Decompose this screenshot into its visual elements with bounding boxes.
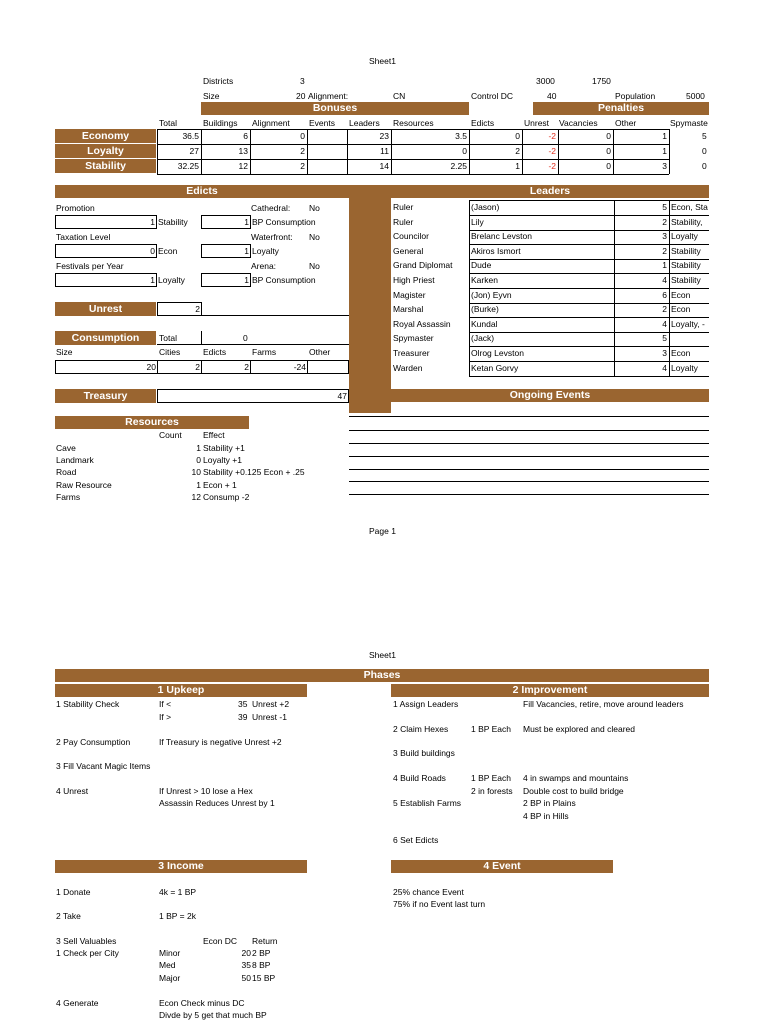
size-value: 20 [296, 91, 306, 101]
leader-role: Marshal [393, 304, 424, 315]
leader-name: (Jack) [471, 333, 495, 344]
event-line2: 75% if no Event last turn [393, 899, 486, 909]
upkeep-if-gt: If > [159, 712, 172, 722]
leader-role: Spymaster [393, 333, 434, 344]
leader-name: Karken [471, 275, 498, 285]
population-label: Population [615, 91, 656, 101]
improve-claim-cost: 1 BP Each [471, 724, 512, 734]
col-header-unrest: Unrest [524, 118, 550, 128]
economy-other: 1 [662, 131, 667, 141]
size-label: Size [203, 91, 220, 101]
resource-name: Landmark [56, 455, 94, 466]
loyalty-total: 27 [189, 146, 199, 156]
leader-name: Lily [471, 216, 484, 227]
col-header-total: Total [159, 118, 177, 128]
income-dc: 50 [241, 972, 251, 983]
loyalty-label: Loyalty [55, 144, 156, 158]
consumption-edicts: 2 [201, 360, 251, 374]
improve-edicts: 6 Set Edicts [393, 835, 439, 845]
resources-header: Resources [55, 416, 249, 429]
consumption-total-value: 0 [243, 333, 248, 343]
ongoing-events-header: Ongoing Events [391, 389, 709, 402]
taxation-value: 0 [55, 244, 157, 258]
unrest-label: Unrest [55, 302, 156, 316]
taxation-effect: Econ [158, 246, 178, 256]
economy-edicts: 0 [515, 131, 520, 141]
promotion-label: Promotion [56, 203, 95, 213]
improve-roads-cost2: 2 in forests [471, 786, 513, 796]
phases-header: Phases [55, 669, 709, 682]
leader-value: 4 [662, 318, 667, 329]
consumption-header-size: Size [56, 347, 73, 357]
economy-spymaster: 5 [702, 131, 707, 141]
waterfront-effect: Loyalty [252, 246, 279, 256]
treasury-label: Treasury [55, 389, 156, 403]
upkeep-pay-desc: If Treasury is negative Unrest +2 [159, 737, 282, 747]
income-return-value: 2 BP [252, 948, 271, 958]
col-header-spymaster: Spymaste [670, 118, 708, 128]
income-dc: 20 [241, 948, 251, 958]
consumption-header-cities: Cities [159, 347, 181, 357]
leader-role: Treasurer [393, 348, 430, 358]
penalties-header: Penalties [533, 102, 709, 115]
leader-name: (Jon) Eyvn [471, 289, 512, 300]
promotion-effect: Stability [158, 217, 188, 227]
arena-label: Arena: [251, 261, 277, 271]
income-donate-desc: 4k = 1 BP [159, 887, 197, 897]
col-header-resources: Resources [393, 118, 434, 128]
improve-build: 3 Build buildings [393, 748, 455, 758]
leader-name: (Burke) [471, 304, 499, 315]
economy-buildings: 6 [243, 131, 248, 141]
arena-box: 1 [201, 273, 251, 287]
population-value: 5000 [686, 91, 705, 101]
leaders-header: Leaders [391, 185, 709, 198]
improve-farms-desc1: 2 BP in Plains [523, 798, 576, 808]
upkeep-fill: 3 Fill Vacant Magic Items [56, 761, 151, 771]
upkeep-unrest: 4 Unrest [56, 786, 89, 796]
economy-leaders: 23 [379, 131, 389, 141]
upkeep-unrest-desc2: Assassin Reduces Unrest by 1 [159, 798, 275, 808]
upkeep-lt-val: 35 [238, 699, 248, 709]
resource-effect: Loyalty +1 [203, 455, 242, 466]
leader-name: Olrog Levston [471, 348, 524, 358]
control-dc-value: 40 [547, 91, 557, 101]
loyalty-vacancies: 0 [606, 146, 611, 156]
income-generate-desc1: Econ Check minus DC [159, 998, 245, 1008]
resource-name: Farms [56, 491, 81, 502]
loyalty-other: 1 [662, 146, 667, 156]
consumption-other [307, 360, 349, 374]
economy-vacancies: 0 [606, 131, 611, 141]
event-line1: 25% chance Event [393, 887, 464, 897]
economy-label: Economy [55, 129, 156, 143]
loyalty-spymaster: 0 [702, 146, 707, 156]
consumption-header-edicts: Edicts [203, 347, 227, 357]
income-donate: 1 Donate [56, 887, 91, 897]
income-take-desc: 1 BP = 2k [159, 911, 196, 921]
leader-value: 3 [662, 231, 667, 242]
resource-effect: Consump -2 [203, 491, 250, 502]
leader-name: Ketan Gorvy [471, 362, 519, 373]
loyalty-resources: 0 [462, 146, 467, 156]
improve-assign-desc: Fill Vacancies, retire, move around leaders [523, 699, 684, 709]
edicts-header: Edicts [55, 185, 349, 198]
improve-farms-desc2: 4 BP in Hills [523, 811, 569, 821]
leader-role: Magister [393, 289, 426, 300]
resource-effect: Stability +1 [203, 443, 245, 453]
consumption-farms: -24 [250, 360, 308, 374]
loyalty-unrest: -2 [548, 146, 556, 156]
leader-effect: Loyalty, - [671, 318, 705, 329]
upkeep-gt-val: 39 [238, 712, 248, 722]
upkeep-unrest-desc1: If Unrest > 10 lose a Hex [159, 786, 253, 796]
consumption-size: 20 [55, 360, 158, 374]
resource-count: 0 [196, 455, 201, 466]
leader-role: Warden [393, 362, 423, 373]
alignment-label: Alignment: [308, 91, 349, 101]
leader-value: 1 [662, 260, 667, 271]
improvement-header: 2 Improvement [391, 684, 709, 697]
loyalty-alignment: 2 [300, 146, 305, 156]
consumption-label: Consumption [55, 331, 156, 345]
treasury-value: 47 [157, 389, 349, 403]
col-header-leaders: Leaders [349, 118, 380, 128]
leader-effect: Loyalty [671, 362, 698, 373]
improve-claim-desc: Must be explored and cleared [523, 724, 635, 734]
leader-value: 5 [662, 202, 667, 212]
stability-edicts: 1 [515, 161, 520, 171]
arena-effect: BP Consumption [252, 275, 316, 285]
leader-value: 6 [662, 289, 667, 300]
col-header-edicts: Edicts [471, 118, 495, 128]
consumption-header-farms: Farms [252, 347, 277, 357]
stability-spymaster: 0 [702, 161, 707, 171]
income-return-value: 15 BP [252, 972, 276, 983]
income-return-value: 8 BP [252, 960, 271, 971]
leader-role: Grand Diplomat [393, 260, 453, 271]
cathedral-label: Cathedral: [251, 203, 291, 213]
leader-name: Brelanc Levston [471, 231, 532, 242]
consumption-header-other: Other [309, 347, 331, 357]
stability-buildings: 12 [238, 161, 248, 171]
leader-value: 3 [662, 348, 667, 358]
resource-effect: Stability +0.125 Econ + .25 [203, 467, 305, 478]
upkeep-gt-effect: Unrest -1 [252, 712, 287, 722]
leader-role: Ruler [393, 216, 414, 227]
improve-roads-desc1: 4 in swamps and mountains [523, 773, 629, 783]
leader-effect: Loyalty [671, 231, 698, 242]
upkeep-lt-effect: Unrest +2 [252, 699, 290, 709]
leader-effect: Econ [671, 304, 691, 315]
leader-effect: Econ [671, 289, 691, 300]
cathedral-value: No [309, 203, 320, 213]
festivals-value: 1 [55, 273, 157, 287]
loyalty-leaders: 11 [380, 146, 389, 156]
leader-value: 2 [662, 245, 667, 256]
stability-unrest: -2 [548, 161, 556, 171]
resource-count: 1 [196, 443, 201, 453]
waterfront-box: 1 [201, 244, 251, 258]
resources-effect-label: Effect [203, 430, 225, 440]
economy-alignment: 0 [300, 131, 305, 141]
resource-count: 10 [191, 467, 201, 478]
bonuses-header: Bonuses [201, 102, 469, 115]
leader-effect: Econ [671, 348, 691, 358]
unrest-value: 2 [157, 302, 202, 316]
income-size: Major [159, 972, 181, 983]
stability-total: 32.25 [177, 161, 199, 171]
arena-value: No [309, 261, 320, 271]
col-header-vacancies: Vacancies [559, 118, 598, 128]
income-return: Return [252, 936, 278, 946]
leader-value: 5 [662, 333, 667, 344]
improve-farms: 5 Establish Farms [393, 798, 462, 808]
upkeep-if-lt: If < [159, 699, 172, 709]
stability-other: 3 [662, 161, 667, 171]
festivals-effect: Loyalty [158, 275, 185, 285]
income-size: Med [159, 960, 176, 971]
stability-resources: 2.25 [450, 161, 467, 171]
resource-count: 12 [191, 491, 201, 502]
stability-alignment: 2 [300, 161, 305, 171]
leader-value: 4 [662, 362, 667, 373]
leader-value: 2 [662, 216, 667, 227]
stability-leaders: 14 [379, 161, 389, 171]
leader-name: Kundal [471, 318, 498, 329]
waterfront-label: Waterfront: [251, 232, 293, 242]
income-dc: 35 [241, 960, 251, 971]
col-header-buildings: Buildings [203, 118, 238, 128]
loyalty-edicts: 2 [515, 146, 520, 156]
value-3000: 3000 [536, 76, 555, 86]
improve-roads-cost1: 1 BP Each [471, 773, 512, 783]
economy-resources: 3.5 [455, 131, 467, 141]
resource-name: Cave [56, 443, 76, 453]
loyalty-buildings: 13 [238, 146, 248, 156]
leader-role: Councilor [393, 231, 429, 242]
resources-count-label: Count [159, 430, 182, 440]
festivals-label: Festivals per Year [56, 261, 124, 271]
cathedral-box: 1 [201, 215, 251, 229]
income-generate-desc2: Divde by 5 get that much BP [159, 1010, 267, 1020]
leader-role: Ruler [393, 202, 414, 212]
cathedral-effect: BP Consumption [252, 217, 316, 227]
income-check: 1 Check per City [56, 948, 119, 958]
page-label: Page 1 [369, 526, 396, 536]
income-econ-dc: Econ DC [203, 936, 238, 946]
taxation-label: Taxation Level [56, 232, 111, 242]
improve-roads: 4 Build Roads [393, 773, 446, 783]
resource-name: Raw Resource [56, 479, 112, 490]
center-divider [349, 185, 391, 413]
income-generate: 4 Generate [56, 998, 99, 1008]
leader-effect: Stability [671, 275, 701, 285]
stability-vacancies: 0 [606, 161, 611, 171]
income-sell: 3 Sell Valuables [56, 936, 117, 946]
income-size: Minor [159, 948, 181, 958]
resource-name: Road [56, 467, 77, 478]
event-header: 4 Event [391, 860, 613, 873]
leader-value: 2 [662, 304, 667, 315]
upkeep-stability-check: 1 Stability Check [56, 699, 120, 709]
leader-value: 4 [662, 275, 667, 285]
leader-name: Dude [471, 260, 492, 271]
waterfront-value: No [309, 232, 320, 242]
districts-value: 3 [300, 76, 305, 86]
control-dc-label: Control DC [471, 91, 514, 101]
upkeep-pay: 2 Pay Consumption [56, 737, 131, 747]
leader-effect: Stability, [671, 216, 703, 227]
promotion-value: 1 [55, 215, 157, 229]
districts-label: Districts [203, 76, 234, 86]
leader-role: Royal Assassin [393, 318, 451, 329]
leader-effect: Stability [671, 260, 701, 271]
leader-effect: Econ, Sta [671, 202, 708, 212]
sheet-title: Sheet1 [369, 56, 396, 66]
col-header-alignment: Alignment [252, 118, 290, 128]
resource-count: 1 [196, 479, 201, 490]
alignment-value: CN [393, 91, 406, 101]
economy-unrest: -2 [548, 131, 556, 141]
stability-label: Stability [55, 159, 156, 173]
upkeep-header: 1 Upkeep [55, 684, 307, 697]
income-take: 2 Take [56, 911, 81, 921]
income-header: 3 Income [55, 860, 307, 873]
leader-name: Akiros Ismort [471, 245, 521, 256]
consumption-total-label: Total [159, 333, 177, 343]
leader-effect: Stability [671, 245, 701, 256]
leader-name: (Jason) [471, 202, 500, 212]
improve-roads-desc2: Double cost to build bridge [523, 786, 624, 796]
leader-role: High Priest [393, 275, 435, 285]
consumption-cities: 2 [157, 360, 202, 374]
col-header-events: Events [309, 118, 335, 128]
resource-effect: Econ + 1 [203, 479, 237, 490]
improve-claim: 2 Claim Hexes [393, 724, 449, 734]
improve-assign: 1 Assign Leaders [393, 699, 459, 709]
value-1750: 1750 [592, 76, 611, 86]
sheet2-title: Sheet1 [369, 650, 396, 660]
leader-role: General [393, 245, 424, 256]
economy-total: 36.5 [182, 131, 199, 141]
col-header-other: Other [615, 118, 637, 128]
